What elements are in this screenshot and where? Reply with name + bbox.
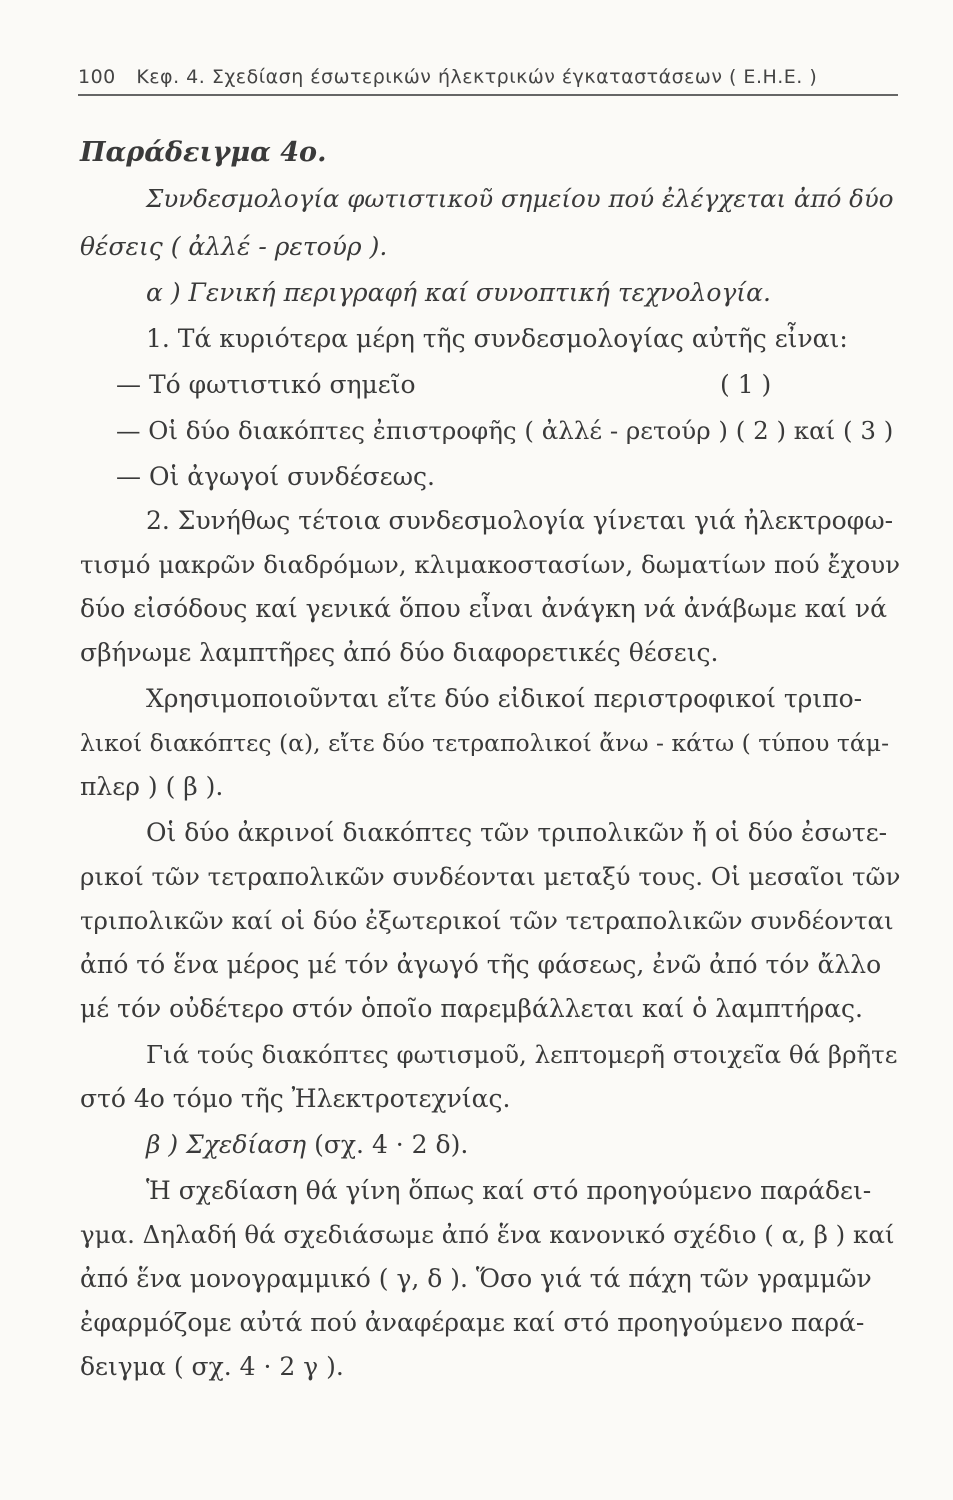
section-b-heading	[146, 1130, 468, 1160]
subtitle-line-2: θέσεις ( ἀλλέ - ρετούρ ).	[80, 232, 388, 261]
paragraph-2-line-2: τισμό μακρῶν διαδρόμων, κλιμακοστασίων, δωματίων πού ἔχουν	[80, 550, 901, 579]
header-rule	[78, 94, 898, 96]
paragraph-3-line-3: πλερ ) ( β ).	[80, 772, 224, 801]
section-b-figure-ref: (σχ. 4 · 2 δ).	[314, 1130, 469, 1159]
section-a-heading: α ) Γενική περιγραφή καί συνοπτική τεχνολογία.	[146, 278, 771, 307]
running-title: Κεφ. 4. Σχεδίαση έσωτερικών ήλεκτρικών έγκαταστάσεων ( Ε.Η.Ε. )	[136, 66, 818, 88]
paragraph-4-line-5: μέ τόν οὐδέτερο στόν ὁποῖο παρεμβάλλεται καί ὁ λαμπτήρας.	[80, 994, 863, 1023]
item1-a: — Τό φωτιστικό σημεῖο	[116, 370, 416, 399]
item1-a-number: ( 1 )	[720, 370, 772, 399]
paragraph-5-line-2: στό 4ο τόμο τῆς Ἠλεκτροτεχνίας.	[80, 1084, 511, 1113]
subtitle-line-1: Συνδεσμολογία φωτιστικοῦ σημείου πού ἐλέγχεται ἀπό δύο	[146, 184, 894, 213]
paragraph-4-line-3: τριπολικῶν καί οἱ δύο ἐξωτερικοί τῶν τετραπολικῶν συνδέονται	[80, 906, 894, 935]
paragraph-6-line-1: Ἡ σχεδίαση θά γίνη ὅπως καί στό προηγούμενο παράδει-	[146, 1176, 872, 1205]
paragraph-6-line-4: ἐφαρμόζομε αὐτά πού ἀναφέραμε καί στό προηγούμενο παρά-	[80, 1308, 865, 1337]
paragraph-3-line-2: λικοί διακόπτες (α), εἴτε δύο τετραπολικοί ἄνω - κάτω ( τύπου τάμ-	[80, 729, 890, 757]
section-b-label: β ) Σχεδίαση	[146, 1130, 307, 1159]
paragraph-4-line-1: Οἱ δύο ἀκρινοί διακόπτες τῶν τριπολικῶν ἤ οἱ δύο ἐσωτε-	[146, 818, 888, 847]
paragraph-6-line-3: ἀπό ἕνα μονογραμμικό ( γ, δ ). Ὅσο γιά τά πάχη τῶν γραμμῶν	[80, 1264, 872, 1293]
item1-b: — Οἱ δύο διακόπτες ἐπιστροφῆς ( ἀλλέ - ρετούρ ) ( 2 ) καί ( 3 )	[116, 416, 894, 445]
page-number: 100	[78, 66, 116, 88]
paragraph-5-line-1: Γιά τούς διακόπτες φωτισμοῦ, λεπτομερῆ στοιχεῖα θά βρῆτε	[146, 1040, 898, 1069]
item1-c: — Οἱ ἀγωγοί συνδέσεως.	[116, 462, 435, 491]
running-header	[78, 66, 898, 88]
item1-intro: 1. Τά κυριότερα μέρη τῆς συνδεσμολογίας αὐτῆς εἶναι:	[146, 324, 848, 353]
paragraph-4-line-2: ρικοί τῶν τετραπολικῶν συνδέονται μεταξύ τους. Οἱ μεσαῖοι τῶν	[80, 862, 901, 891]
paragraph-2-line-1: 2. Συνήθως τέτοια συνδεσμολογία γίνεται γιά ἠλεκτροφω-	[146, 506, 894, 535]
paragraph-3-line-1: Χρησιμοποιοῦνται εἴτε δύο εἰδικοί περιστροφικοί τριπο-	[146, 684, 863, 713]
paragraph-4-line-4: ἀπό τό ἕνα μέρος μέ τόν ἀγωγό τῆς φάσεως, ἐνῶ ἀπό τόν ἄλλο	[80, 950, 882, 979]
paragraph-2-line-3: δύο εἰσόδους καί γενικά ὅπου εἶναι ἀνάγκη νά ἀνάβωμε καί νά	[80, 594, 887, 623]
paragraph-6-line-5: δειγμα ( σχ. 4 · 2 γ ).	[80, 1352, 344, 1381]
paragraph-6-line-2: γμα. Δηλαδή θά σχεδιάσωμε ἀπό ἕνα κανονικό σχέδιο ( α, β ) καί	[80, 1220, 895, 1249]
paragraph-2-line-4: σβήνωμε λαμπτῆρες ἀπό δύο διαφορετικές θέσεις.	[80, 638, 719, 667]
example-title: Παράδειγμα 4ο.	[80, 137, 327, 168]
